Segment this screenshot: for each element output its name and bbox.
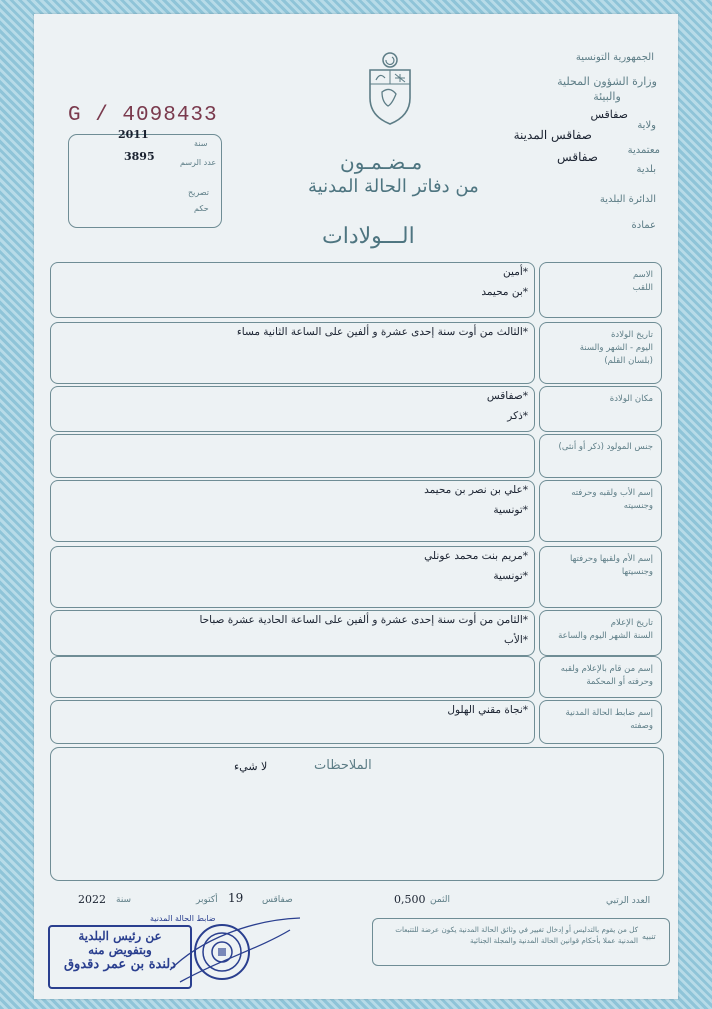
stamp-line3: دلندة بن عمر دقدوق <box>63 957 177 972</box>
serial-number: G / 4098433 <box>68 104 218 127</box>
daira-label: الدائرة البلدية <box>599 194 656 205</box>
record-number-value: 3895 <box>124 150 155 163</box>
field-value: صفاقس* <box>486 390 528 402</box>
field-label: إسم الأم ولقبها وحرفتها وجنسيتها <box>570 554 653 577</box>
remarks-value: لا شيء <box>234 760 268 773</box>
field-value: ذكر* <box>507 410 528 422</box>
field-label: إسم ضابط الحالة المدنية وصفته <box>565 708 653 731</box>
price-value: 0,500 <box>394 893 426 906</box>
stamp-above-label: ضابط الحالة المدنية <box>150 914 216 923</box>
field-value: الأب* <box>503 634 528 646</box>
field-label-box <box>539 656 662 698</box>
field-value: أمين* <box>503 266 528 278</box>
field-label: تاريخ الإعلام السنة الشهر اليوم والساعة <box>558 618 653 641</box>
tunisia-coat-of-arms-icon <box>364 50 416 128</box>
mootamadia-label: معتمدية <box>627 145 660 156</box>
field-value-box <box>50 262 535 318</box>
field-value: تونسية* <box>493 504 528 516</box>
price-label: الثمن <box>430 895 451 905</box>
wilaya-label: ولاية <box>637 120 656 131</box>
field-label-box <box>539 322 662 384</box>
field-label: مكان الولادة <box>609 394 653 404</box>
field-value: علي بن نصر بن محيمد* <box>424 484 528 496</box>
signature-icon <box>160 900 310 990</box>
field-label-box <box>539 700 662 744</box>
field-value: الثالث من أوت سنة إحدى عشرة و ألفين على الساعة الثانية مساء* <box>236 326 528 338</box>
baladia-value: صفاقس <box>557 150 598 164</box>
field-label: جنس المولود (ذكر أو أنثى) <box>558 442 653 452</box>
stamp-line1: عن رئيس البلدية <box>78 929 162 943</box>
field-value-box <box>50 386 535 432</box>
field-value: تونسية* <box>493 570 528 582</box>
field-value: مريم بنت محمد عونلي* <box>424 550 528 562</box>
serial-label: العدد الرتبي <box>606 896 651 906</box>
record-box <box>68 134 222 228</box>
field-value-box <box>50 656 535 698</box>
title-line2: من دفاتر الحالة المدنية <box>308 176 479 197</box>
field-label: الاسم اللقب <box>632 270 653 293</box>
field-label: إسم الأب ولقبه وحرفته وجنسيته <box>571 488 653 511</box>
footer-place: صفاقس <box>262 895 293 905</box>
stamp-line2: وبتفويض منه <box>88 943 152 957</box>
field-label-box <box>539 434 662 478</box>
notice-text: كل من يقوم بالتدليس أو إدخال تغيير في وثائق الحالة المدنية يكون عرضة للتتبعات المدنية عملا بأحكام قوانين الحالة المدنية والمجلة الجنائية <box>395 925 638 945</box>
baladia-label: بلدية <box>636 164 656 175</box>
field-label-box <box>539 610 662 656</box>
mootamadia-value: صفاقس المدينة <box>513 128 592 142</box>
notice-label: تنبيه <box>642 932 656 941</box>
footer-day: 19 <box>228 891 244 905</box>
title-line1: مـضـمـون <box>340 150 423 174</box>
remarks-label: الملاحظات <box>314 758 372 773</box>
footer-year: 2022 <box>78 893 106 906</box>
title-line3: الـــولادات <box>322 224 415 249</box>
field-label: تاريخ الولادة اليوم - الشهر والسنة (بلسان القلم) <box>579 330 653 366</box>
footer-year-label: سنة <box>116 895 132 905</box>
field-value: الثامن من أوت سنة إحدى عشرة و ألفين على الساعة الحادية عشرة صباحا* <box>199 614 528 626</box>
record-declaration-label: تصريح <box>188 188 209 197</box>
field-label-box <box>539 386 662 432</box>
record-year-label: سنة <box>194 139 208 148</box>
imada-label: عمادة <box>631 220 656 231</box>
republic-label: الجمهورية التونسية <box>575 52 654 63</box>
field-label: إسم من قام بالإعلام ولقبه وحرفته أو المحكمة <box>560 664 653 687</box>
footer-month: أكتوبر <box>196 895 218 905</box>
record-judgment-label: حكم <box>194 204 209 213</box>
field-label-box <box>539 546 662 608</box>
field-value: بن محيمد* <box>481 286 528 298</box>
field-value: نجاة مقني الهلول* <box>447 704 528 716</box>
wilaya-value: صفاقس <box>590 108 628 121</box>
field-label-box <box>539 480 662 542</box>
ministry-label: وزارة الشؤون المحلية والبيئة <box>557 75 657 103</box>
field-label-box <box>539 262 662 318</box>
field-value-box <box>50 434 535 478</box>
record-number-label: عدد الرسم <box>180 158 217 167</box>
record-year-value: 2011 <box>118 128 149 141</box>
